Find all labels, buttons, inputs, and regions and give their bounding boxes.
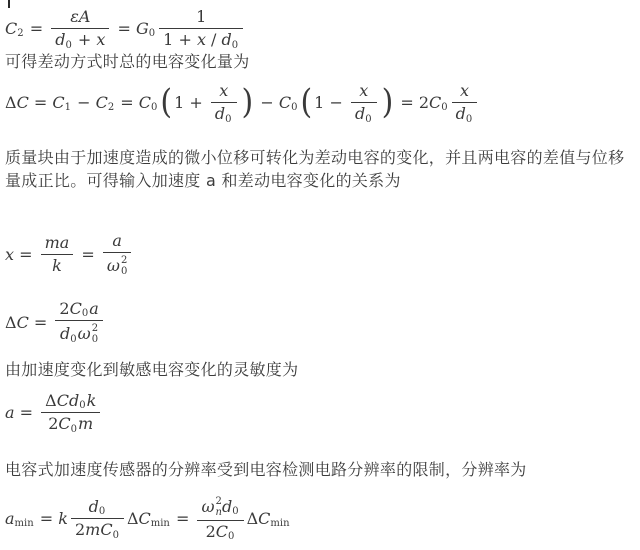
text-sensitivity-intro: 由加速度变化到敏感电容变化的灵敏度为 <box>5 360 299 379</box>
text-resolution-intro: 电容式加速度传感器的分辨率受到电容检测电路分辨率的限制，分辨率为 <box>5 460 527 479</box>
text-capacitance-change-intro: 可得差动方式时总的电容变化量为 <box>5 52 250 71</box>
formula-deltac-acceleration: Δ C = 2 C 0 a d 0 ω 2 0 <box>5 300 106 345</box>
text-cursor <box>8 0 10 8</box>
formula-sensitivity: a = Δ C d 0 k 2 C 0 m <box>5 392 103 434</box>
formula-differential-capacitance: Δ C = C 1 − C 2 = C 0 ( 1 + x d 0 ) − C 0 ( 1 − x d 0 ) = 2 C 0 x d 0 <box>5 82 480 124</box>
formula-displacement: x = $\frac{ma}{k}$ = a ω 2 0 <box>5 232 134 277</box>
paragraph-displacement-to-capacitance: 质量块由于加速度造成的微小位移可转化为差动电容的变化，并且两电容的差值与位移量成正比。可得输入加速度 a 和差动电容变化的关系为 <box>5 148 625 190</box>
formula-resolution: a min = k d 0 2 m C 0 Δ C min = ω 2 n d 0 2 C 0 Δ C min <box>5 496 290 543</box>
formula-capacitance-c2: C 2 = ε A d 0 + x = G 0 1 1 + x / d 0 <box>5 8 246 50</box>
